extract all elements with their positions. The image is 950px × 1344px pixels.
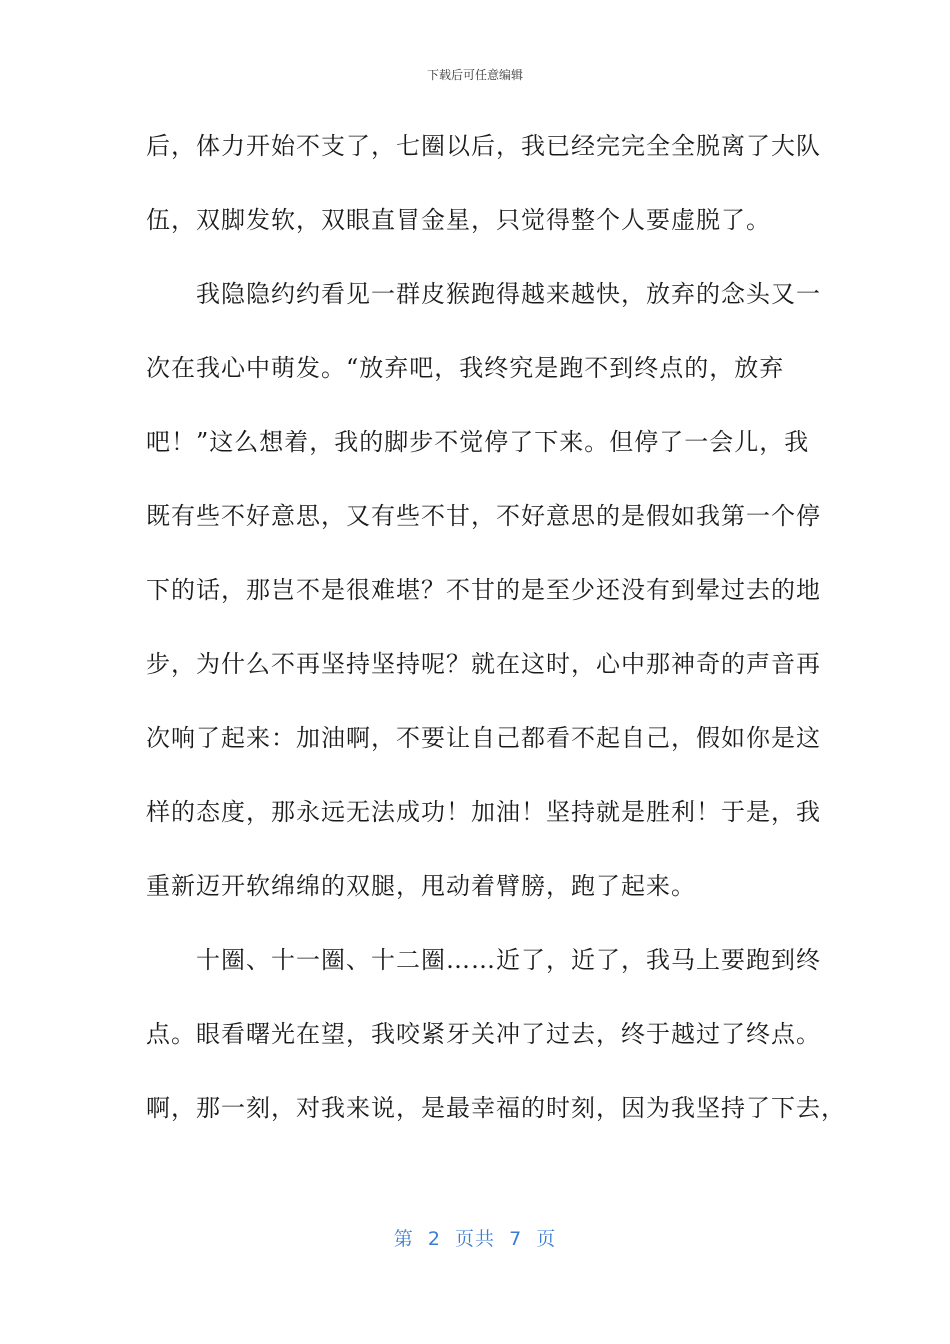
text-line: 我隐隐约约看见一群皮猴跑得越来越快，放弃的念头又一 (146, 280, 821, 308)
text-line: 点。眼看曙光在望，我咬紧牙关冲了过去，终于越过了终点。 (146, 1020, 821, 1048)
text-line: 重新迈开软绵绵的双腿，甩动着臂膀，跑了起来。 (146, 872, 696, 900)
text-line: 步，为什么不再坚持坚持呢？就在这时，心中那神奇的声音再 (146, 650, 821, 678)
text-line: 次响了起来：加油啊，不要让自己都看不起自己，假如你是这 (146, 724, 821, 752)
document-body (146, 118, 846, 1154)
text-line: 啊，那一刻，对我来说，是最幸福的时刻，因为我坚持了下去， (146, 1094, 846, 1122)
page-number-footer: 第 2 页共 7 页 (393, 1228, 557, 1250)
text-line: 吧！”这么想着，我的脚步不觉停了下来。但停了一会儿，我 (146, 428, 810, 456)
text-line: 下的话，那岂不是很难堪？不甘的是至少还没有到晕过去的地 (146, 576, 821, 604)
text-line: 伍，双脚发软，双眼直冒金星，只觉得整个人要虚脱了。 (146, 206, 771, 234)
text-line: 样的态度，那永远无法成功！加油！坚持就是胜利！于是，我 (146, 798, 821, 826)
text-line: 后，体力开始不支了，七圈以后，我已经完完全全脱离了大队 (146, 132, 821, 160)
text-line: 次在我心中萌发。“放弃吧，我终究是跑不到终点的，放弃 (146, 354, 785, 382)
text-line: 十圈、十一圈、十二圈……近了，近了，我马上要跑到终 (146, 946, 821, 974)
page-header: 下载后可任意编辑 (426, 68, 523, 82)
text-line: 既有些不好意思，又有些不甘，不好意思的是假如我第一个停 (146, 502, 821, 530)
